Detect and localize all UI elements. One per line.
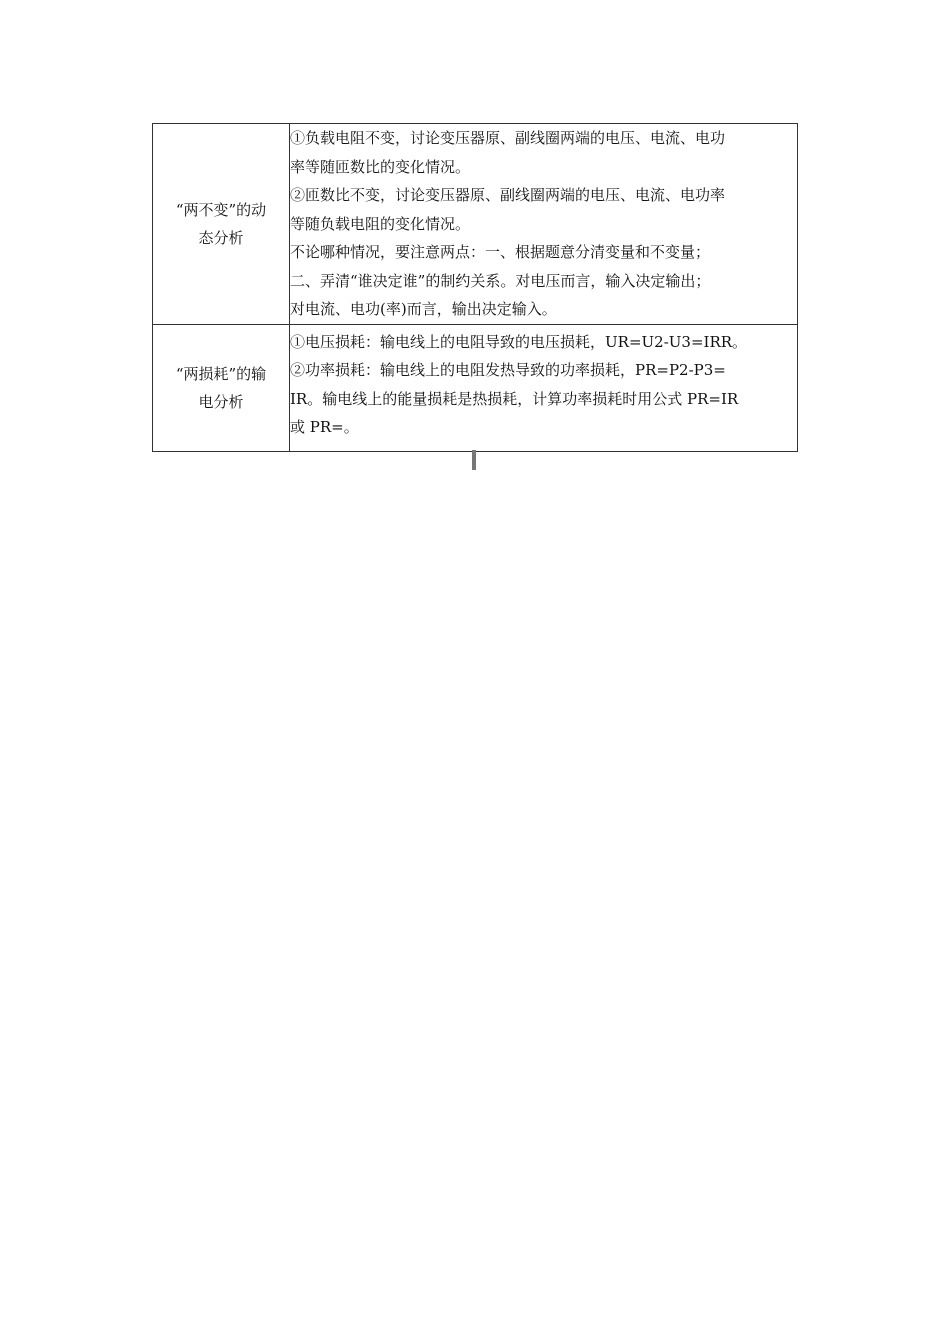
content-line: ①电压损耗：输电线上的电阻导致的电压损耗，UR=U2-U3=IRR。 <box>290 332 748 351</box>
content-line: 或 PR=。 <box>290 418 359 436</box>
row-label-line: 态分析 <box>198 228 244 247</box>
content-line: ②匝数比不变，讨论变压器原、副线圈两端的电压、电流、电功率 <box>290 186 726 204</box>
content-line: 等随负载电阻的变化情况。 <box>290 214 471 233</box>
text-cursor-mark <box>472 450 476 470</box>
content-line: IR。输电线上的能量损耗是热损耗，计算功率损耗时用公式 PR=IR <box>290 389 739 408</box>
content-line: ①负载电阻不变，讨论变压器原、副线圈两端的电压、电流、电功 <box>290 129 726 147</box>
row-label-line: 电分析 <box>198 392 244 411</box>
row-label-cell <box>153 324 290 451</box>
table-row <box>153 324 798 451</box>
content-line: ②功率损耗：输电线上的电阻发热导致的功率损耗，PR=P2-P3= <box>290 361 726 379</box>
row-content-cell <box>290 124 798 325</box>
content-line: 不论哪种情况，要注意两点：一、根据题意分清变量和不变量； <box>290 243 711 261</box>
table-row <box>153 124 798 325</box>
row-content-cell <box>290 324 798 451</box>
content-line: 对电流、电功(率)而言，输出决定输入。 <box>290 300 557 318</box>
content-line: 二、弄清“谁决定谁”的制约关系。对电压而言，输入决定输出； <box>290 271 711 290</box>
summary-table <box>152 123 798 452</box>
row-label-cell <box>153 124 290 325</box>
row-label-line: “两不变”的动 <box>175 200 267 219</box>
row-label-line: “两损耗”的输 <box>175 364 267 383</box>
content-line: 率等随匝数比的变化情况。 <box>290 157 471 176</box>
